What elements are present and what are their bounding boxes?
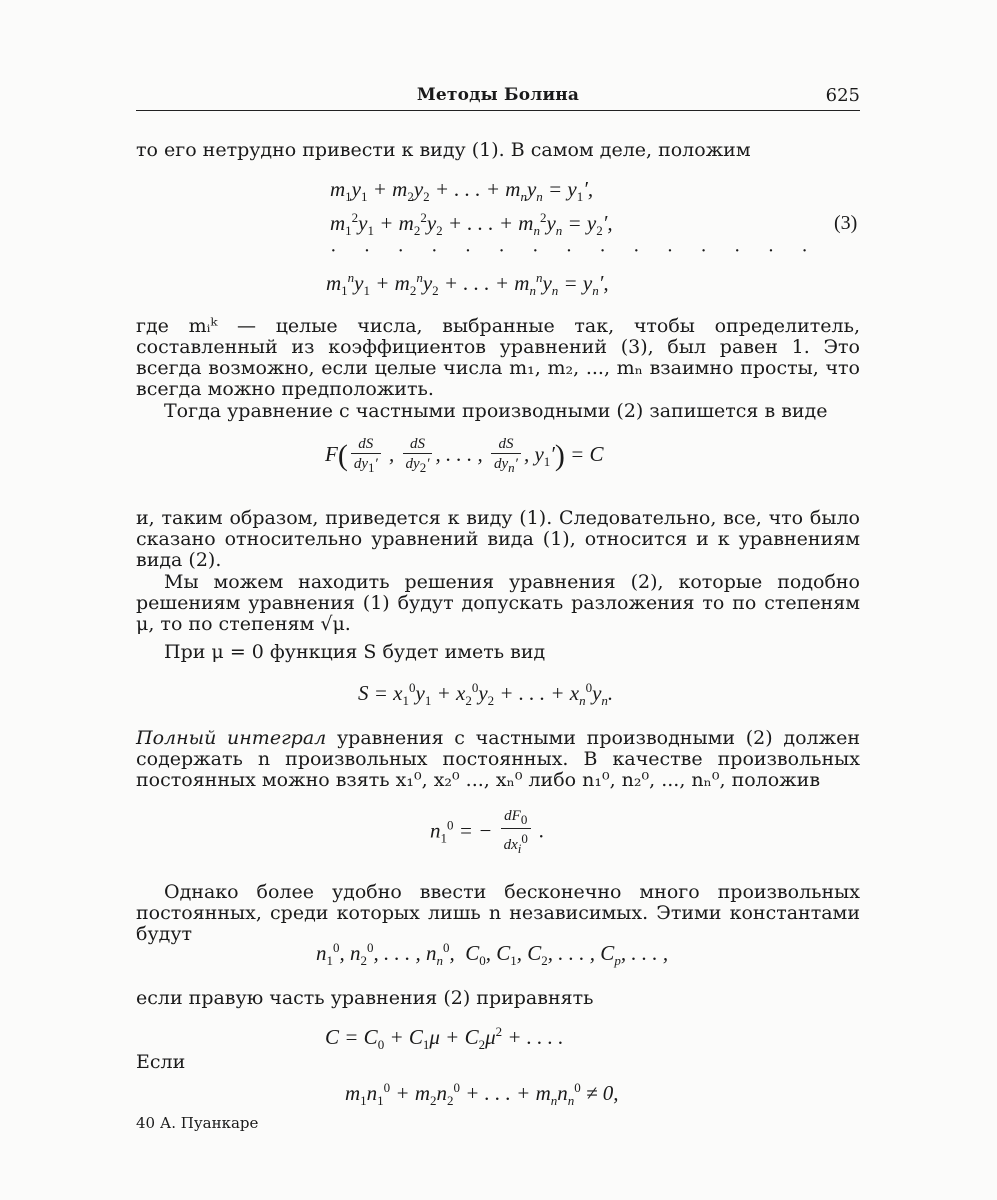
- equation-line: $m_1y_1 + m_2y_2$ + . . . + $m_ny_n = y_1'$,: [330, 177, 594, 205]
- equation-condition: $m_1n_1^0 + m_2n_2^0$ + . . . + $m_nn_n^0 \ne 0$,: [345, 1080, 619, 1109]
- paragraph-text: уравнения с частными производными (2) должен содержать n произвольных постоянных. В качестве произвольных постоянных можно взять x₁⁰, x₂⁰ ..., xₙ⁰ либо n₁⁰, n₂⁰, ..., nₙ⁰, положив: [136, 727, 860, 791]
- running-header: [136, 84, 860, 111]
- equation-line: $m_1^ny_1 + m_2^ny_2$ + . . . + $m_n^ny_n = y_n'$,: [326, 270, 609, 299]
- paragraph: Мы можем находить решения уравнения (2), которые подобно решениям уравнения (1) будут допускать разложения то по степеням μ, то по степеням √μ.: [136, 571, 860, 635]
- paragraph: Если: [136, 1051, 186, 1073]
- paragraph: При μ = 0 функция S будет иметь вид: [164, 641, 546, 663]
- equation-number: (3): [834, 212, 858, 234]
- italic-term: Полный интеграл: [136, 727, 327, 749]
- paragraph: [136, 728, 860, 791]
- paragraph: Тогда уравнение с частными производными (2) запишется в виде: [164, 400, 828, 422]
- equation-constants: $n_1^0$, $n_2^0$, . . . , $n_n^0$, $C_0$, $C_1$, $C_2$, . . . , $C_p$, . . . ,: [316, 940, 669, 969]
- signature-number: 40: [136, 1114, 156, 1132]
- equation-dots: · · · · · · · · · · · · · · ·: [330, 240, 819, 262]
- footer-signature: [136, 1114, 258, 1132]
- signature-author: А. Пуанкаре: [159, 1114, 259, 1132]
- equation-line: $m_1^2y_1 + m_2^2y_2$ + . . . + $m_n^2y_n = y_2'$,: [330, 210, 613, 239]
- equation-F: F( $\frac{dS}{dy_1'}$ , $\frac{dS}{dy_2'}$ , . . . , $\frac{dS}{dy_n'}$ , $y_1') = C$: [325, 436, 604, 475]
- paragraph: то его нетрудно привести к виду (1). В самом деле, положим: [136, 139, 751, 161]
- paragraph: где mᵢᵏ — целые числа, выбранные так, чтобы определитель, составленный из коэффициентов уравнений (3), был равен 1. Это всегда возможно, если целые числа m₁, m₂, ..., mₙ взаимно просты, что всегда можно предположить.: [136, 315, 860, 400]
- paragraph: если правую часть уравнения (2) приравнять: [136, 987, 594, 1009]
- paragraph: Однако более удобно ввести бесконечно много произвольных постоянных, среди которых лишь n независимых. Этими константами будут: [136, 881, 860, 945]
- paragraph: и, таким образом, приведется к виду (1). Следовательно, все, что было сказано относительно уравнений вида (1), относится и к уравнениям вида (2).: [136, 507, 860, 571]
- page-number: 625: [825, 85, 860, 106]
- equation-n: $n_1^0$ = − $\frac{dF_0}{dx_i^0}$ .: [430, 808, 545, 856]
- running-title: Методы Болина: [416, 85, 580, 105]
- equation-C: $C = C_0 + C_1\mu + C_2\mu^2$ + . . . .: [325, 1024, 564, 1053]
- equation-S: $S = x_1^0y_1 + x_2^0y_2$ + . . . + $x_n^0y_n$.: [358, 680, 614, 709]
